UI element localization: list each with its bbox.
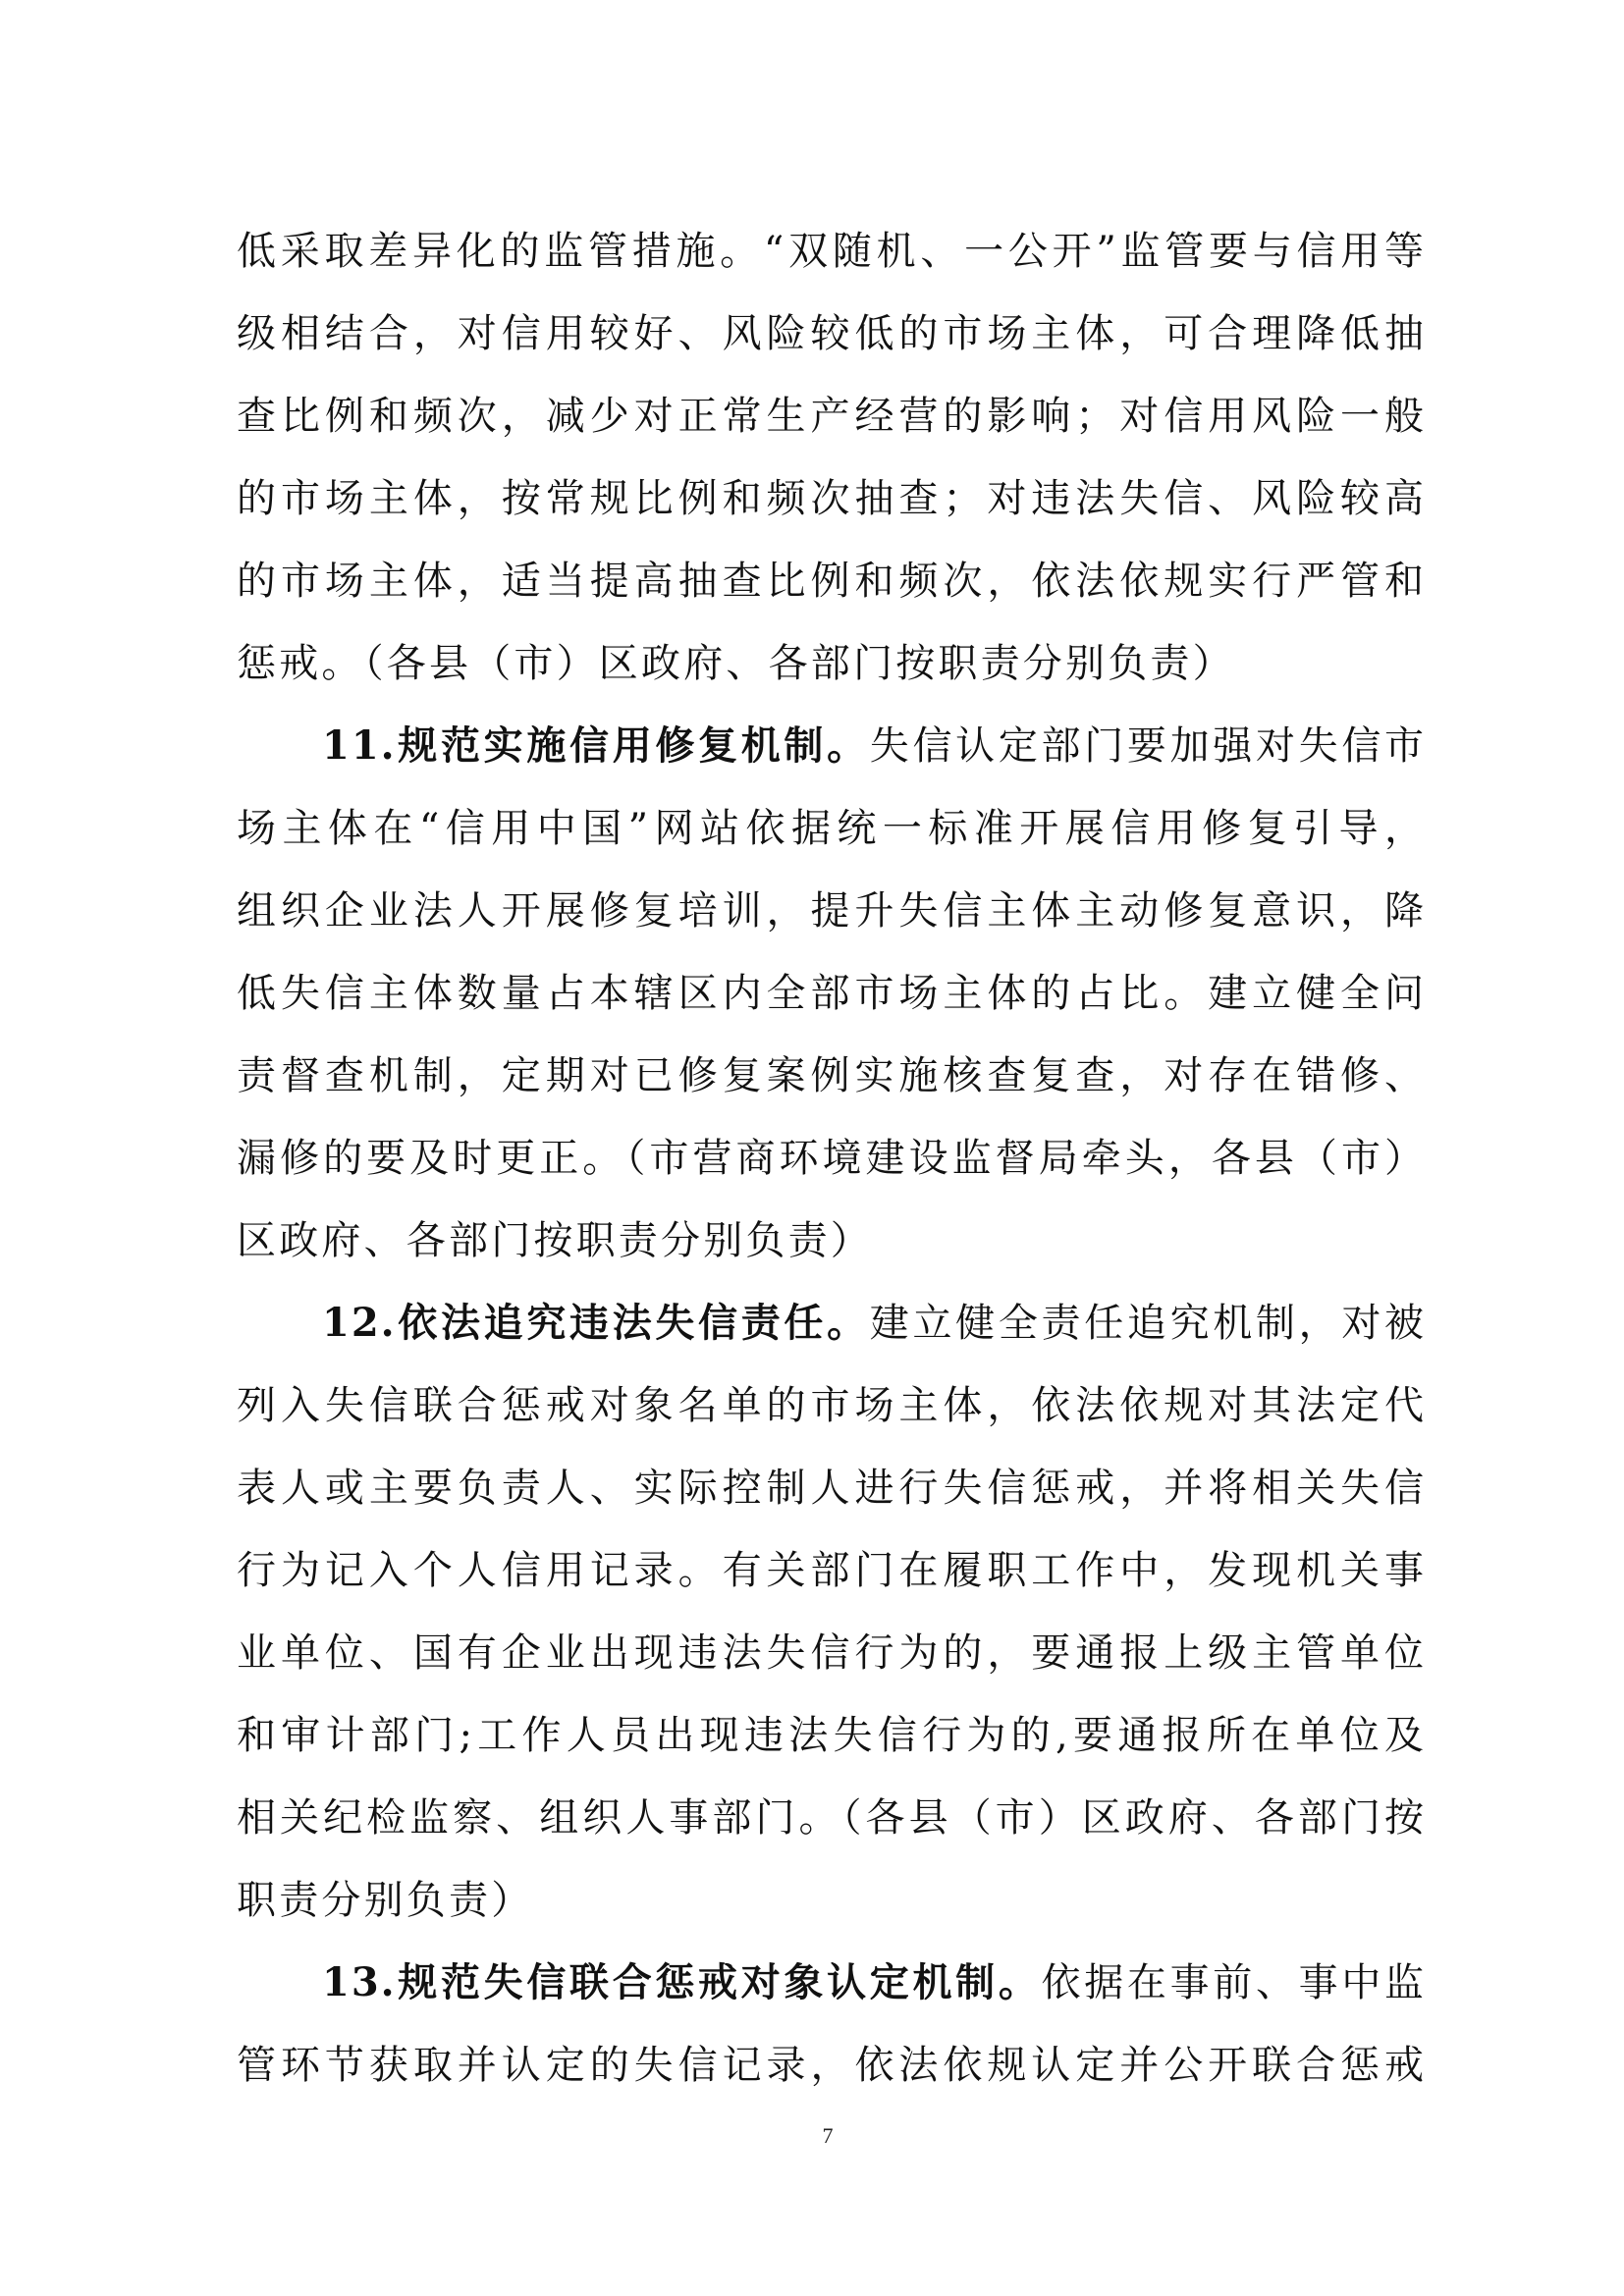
text-line: [237, 1282, 1426, 1364]
paragraph: [237, 210, 1426, 705]
text-line: 场主体在“信用中国”网站依据统一标准开展信用修复引导，: [237, 806, 1426, 851]
body-text: [237, 210, 1426, 2107]
text-line: 表人或主要负责人、实际控制人进行失信惩戒，并将相关失信: [237, 1466, 1426, 1511]
paragraph: [237, 1942, 1426, 2107]
text-line: 职责分别负责）: [237, 1878, 534, 1923]
page-number: 7: [822, 2123, 834, 2148]
text-line: 行为记入个人信用记录。有关部门在履职工作中，发现机关事: [237, 1548, 1426, 1593]
section-heading: 12.依法追究违法失信责任。: [322, 1300, 870, 1346]
text-line: 责督查机制，定期对已修复案例实施核查复查，对存在错修、: [237, 1053, 1426, 1098]
text-line: 和审计部门;工作人员出现违法失信行为的,要通报所在单位及: [237, 1713, 1426, 1758]
text-line: 低采取差异化的监管措施。“双随机、一公开”监管要与信用等: [237, 229, 1426, 274]
text-line: 低失信主体数量占本辖区内全部市场主体的占比。建立健全问: [237, 971, 1426, 1016]
text-line: [237, 705, 1426, 787]
paragraph: [237, 1282, 1426, 1942]
text-line: 的市场主体，适当提高抽查比例和频次，依法依规实行严管和: [237, 559, 1426, 604]
text-line: 列入失信联合惩戒对象名单的市场主体，依法依规对其法定代: [237, 1383, 1426, 1428]
text-run: 建立健全责任追究机制，对被: [869, 1301, 1426, 1346]
section-heading: 13.规范失信联合惩戒对象认定机制。: [322, 1959, 1042, 2005]
text-line: 区政府、各部门按职责分别负责）: [237, 1218, 873, 1263]
text-line: 相关纪检监察、组织人事部门。（各县（市）区政府、各部门按: [237, 1795, 1426, 1841]
text-run: 失信认定部门要加强对失信市: [869, 723, 1426, 769]
text-run: 依据在事前、事中监: [1041, 1960, 1426, 2005]
text-line: 惩戒。（各县（市）区政府、各部门按职责分别负责）: [237, 641, 1235, 686]
text-line: 的市场主体，按常规比例和频次抽查；对违法失信、风险较高: [237, 476, 1426, 521]
text-line: 查比例和频次，减少对正常生产经营的影响；对信用风险一般: [237, 394, 1426, 439]
text-line: 管环节获取并认定的失信记录，依法依规认定并公开联合惩戒: [237, 2043, 1426, 2088]
section-heading: 11.规范实施信用修复机制。: [322, 722, 870, 769]
text-line: 级相结合，对信用较好、风险较低的市场主体，可合理降低抽: [237, 311, 1426, 356]
text-line: [237, 1942, 1426, 2024]
text-line: 组织企业法人开展修复培训，提升失信主体主动修复意识，降: [237, 888, 1426, 934]
text-line: 业单位、国有企业出现违法失信行为的，要通报上级主管单位: [237, 1630, 1426, 1676]
text-line: 漏修的要及时更正。（市营商环境建设监督局牵头，各县（市）: [237, 1136, 1426, 1181]
paragraph: [237, 705, 1426, 1282]
